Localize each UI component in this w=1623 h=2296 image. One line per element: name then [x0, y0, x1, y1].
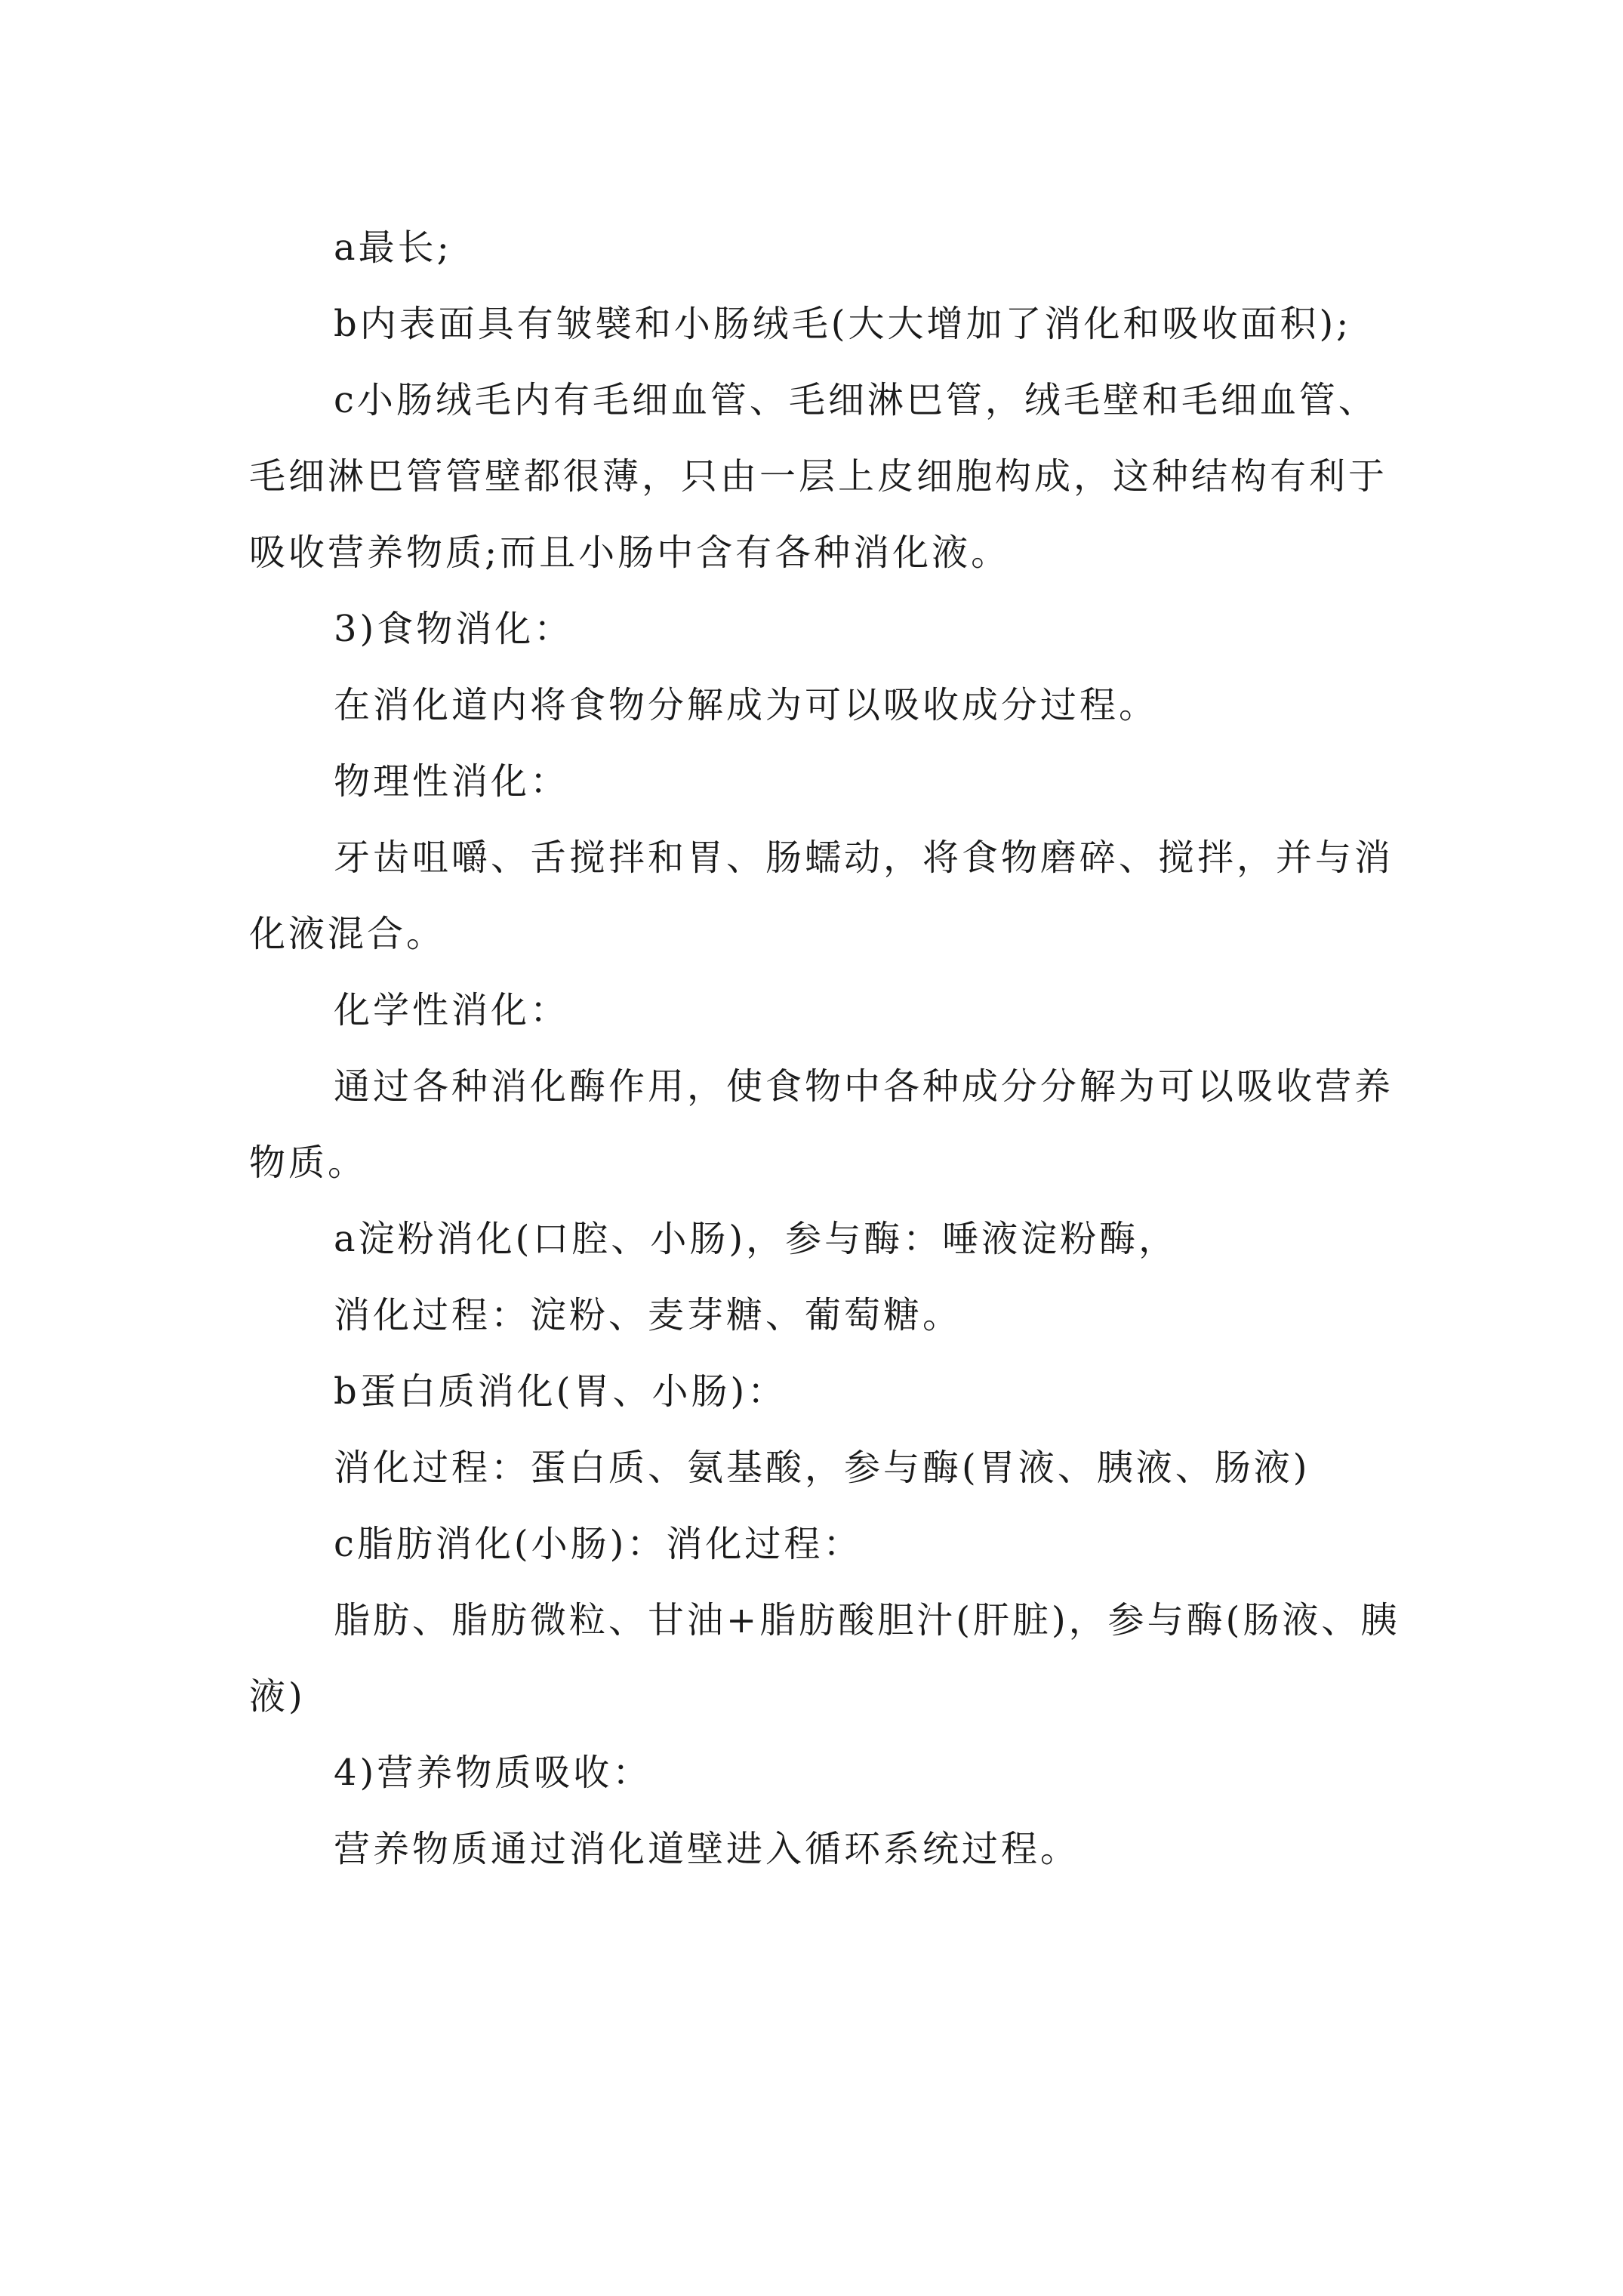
subheading: 物理性消化： — [334, 760, 570, 803]
paragraph: b内表面具有皱襞和小肠绒毛(大大增加了消化和吸收面积); — [334, 303, 1352, 345]
paragraph: 牙齿咀嚼、舌搅拌和胃、肠蠕动，将食物磨碎、搅拌，并与消化液混合。 — [249, 837, 1394, 955]
paragraph: 在消化道内将食物分解成为可以吸收成分过程。 — [334, 684, 1159, 726]
subheading: 化学性消化： — [334, 989, 570, 1031]
section-heading: 3)食物消化： — [334, 608, 574, 650]
paragraph: c脂肪消化(小肠)：消化过程： — [334, 1523, 863, 1565]
paragraph: 通过各种消化酶作用，使食物中各种成分分解为可以吸收营养物质。 — [249, 1065, 1394, 1184]
paragraph: a最长; — [334, 227, 452, 269]
paragraph: a淀粉消化(口腔、小肠)，参与酶：唾液淀粉酶， — [334, 1218, 1178, 1260]
document-body — [249, 210, 1404, 1888]
paragraph: b蛋白质消化(胃、小肠)： — [334, 1370, 787, 1413]
paragraph: 脂肪、脂肪微粒、甘油+脂肪酸胆汁(肝脏)，参与酶(肠液、胰液) — [249, 1599, 1400, 1718]
paragraph: 营养物质通过消化道壁进入循环系统过程。 — [334, 1828, 1080, 1870]
paragraph: 消化过程：淀粉、麦芽糖、葡萄糖。 — [334, 1294, 962, 1336]
paragraph: 消化过程：蛋白质、氨基酸，参与酶(胃液、胰液、肠液) — [334, 1447, 1310, 1489]
section-heading: 4)营养物质吸收： — [334, 1752, 652, 1794]
paragraph: c小肠绒毛内有毛细血管、毛细淋巴管，绒毛壁和毛细血管、毛细淋巴管管壁都很薄，只由一层上皮细胞构成，这种结构有利于吸收营养物质;而且小肠中含有各种消化液。 — [249, 379, 1388, 574]
